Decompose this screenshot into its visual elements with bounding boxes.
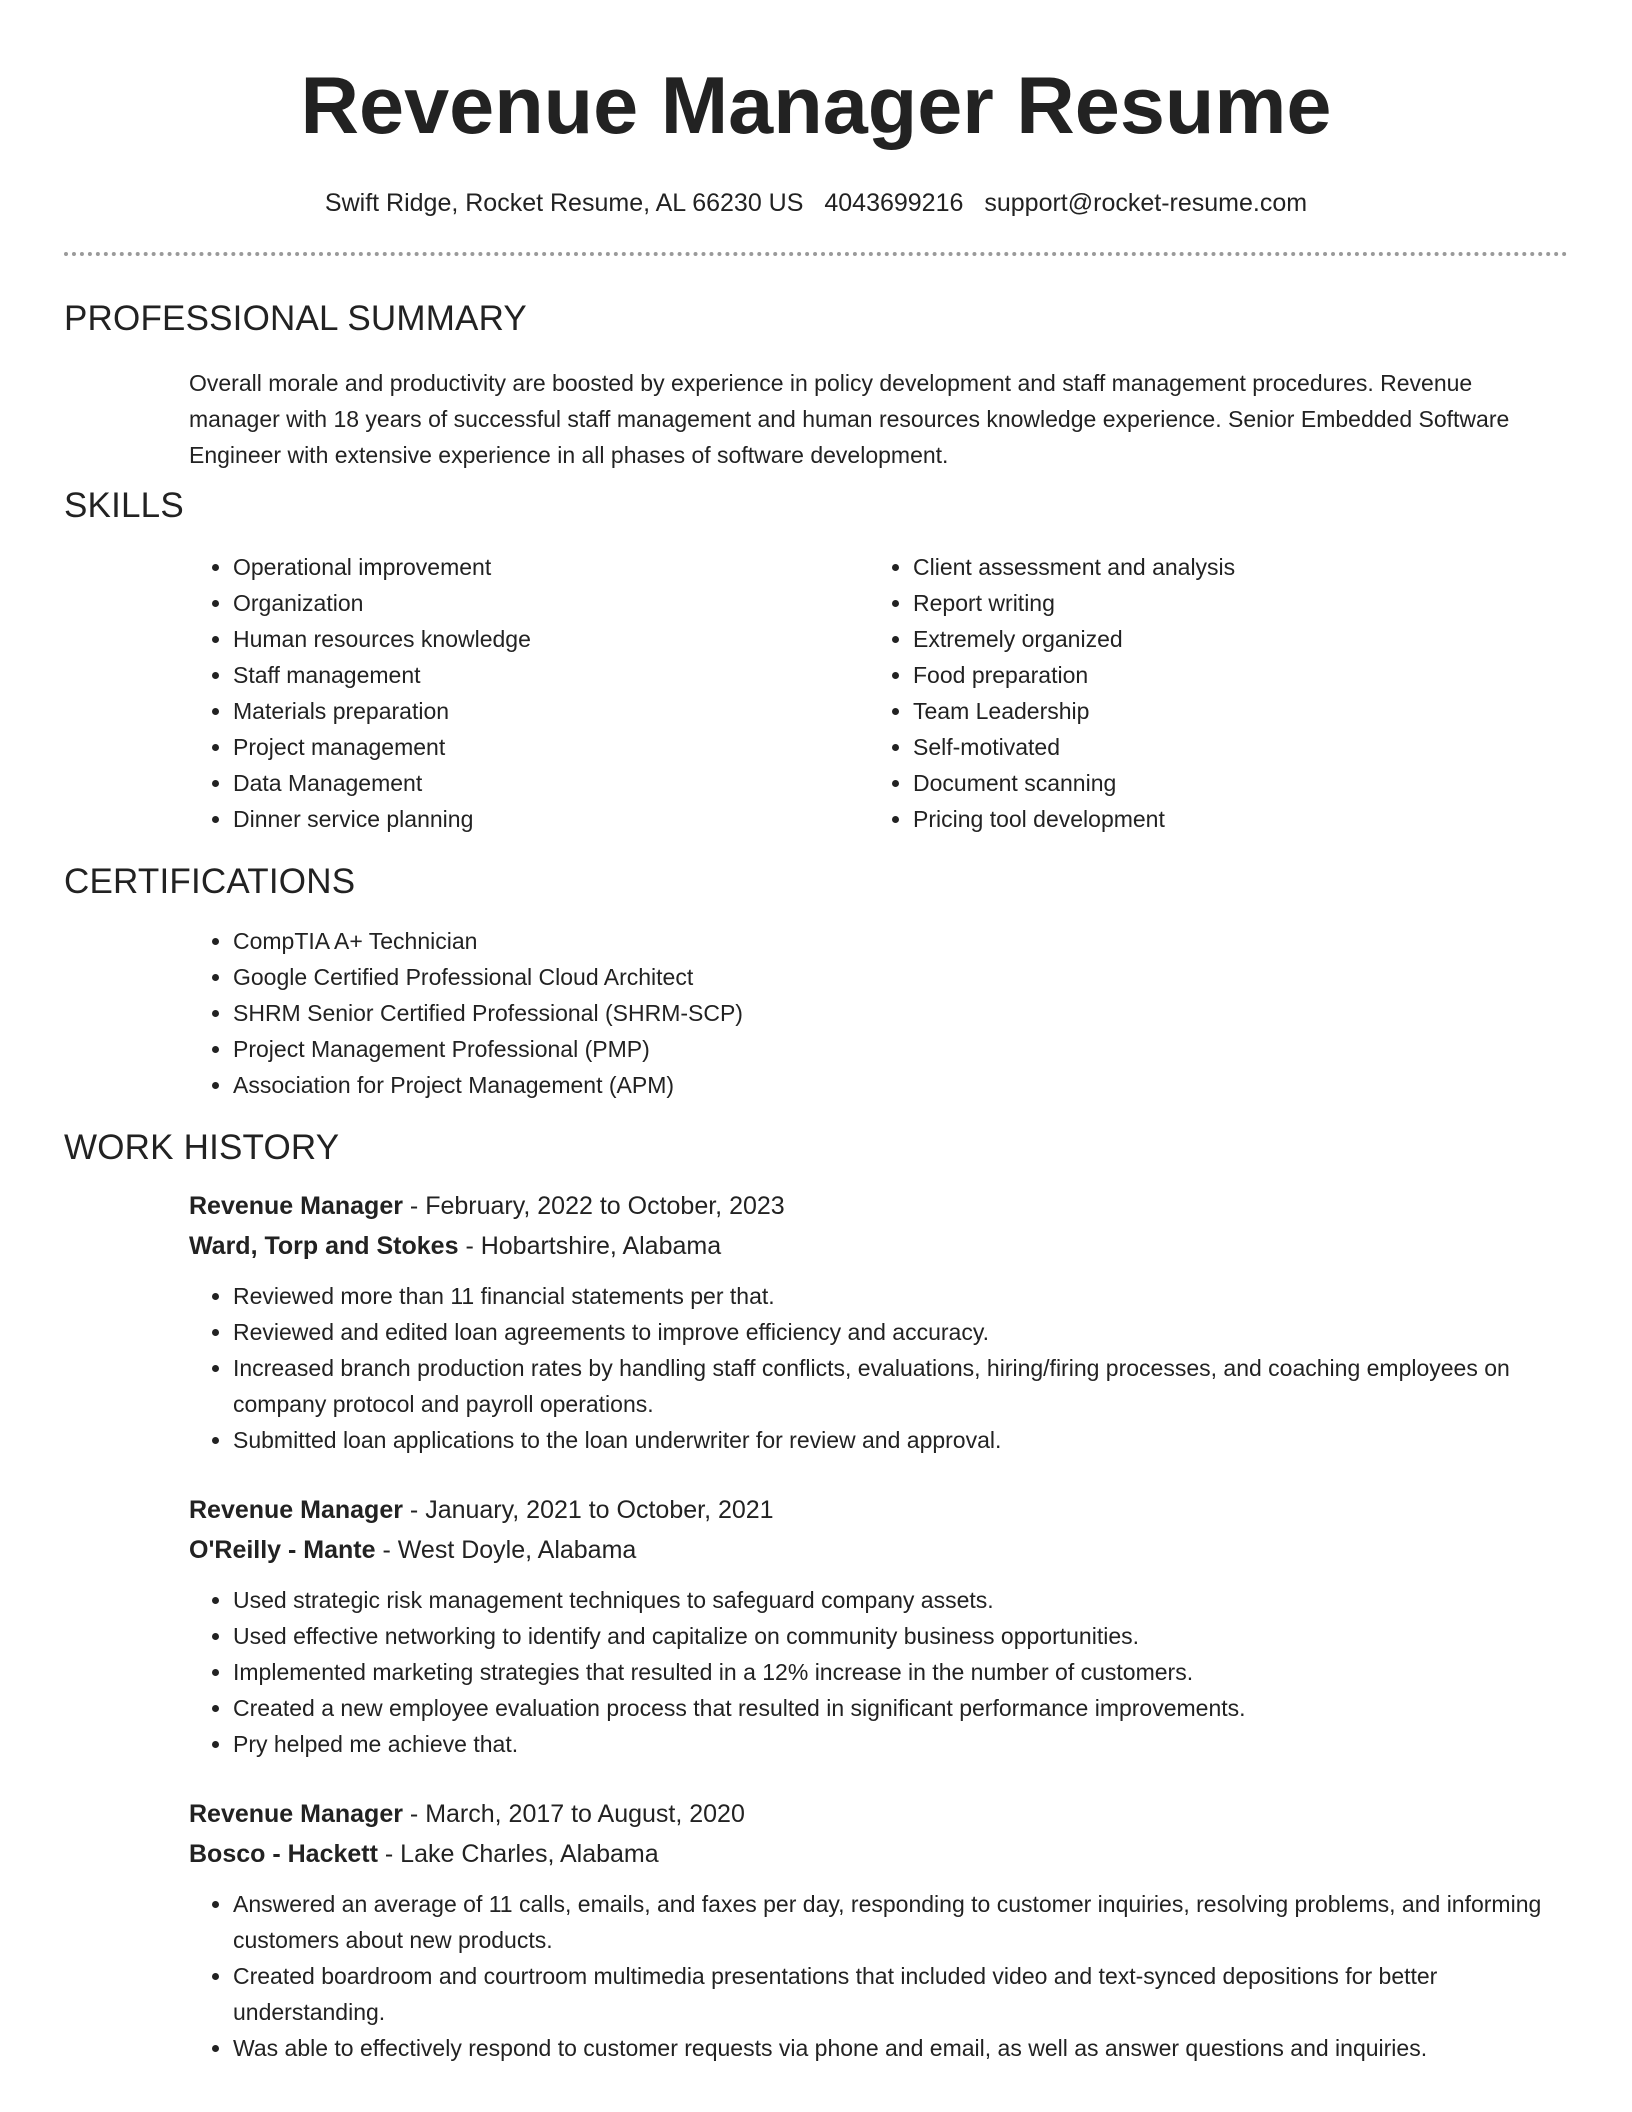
skill-item: • Extremely organized [913, 621, 1423, 657]
job-duty: • Was able to effectively respond to customer requests via phone and email, as well as answer questions and inquiries. [233, 2030, 1568, 2066]
job-company-line [189, 1226, 1568, 1266]
job-dates: - March, 2017 to August, 2020 [409, 1800, 745, 1828]
job-duty: • Answered an average of 11 calls, emails, and faxes per day, responding to customer inquiries, resolving problems, and informing customers about new products. [233, 1886, 1568, 1958]
certifications-section [64, 860, 1568, 1103]
skill-item: • Client assessment and analysis [913, 549, 1423, 585]
job-dates: - February, 2022 to October, 2023 [409, 1192, 785, 1220]
job-location: - Lake Charles, Alabama [384, 1840, 659, 1868]
job-duty: • Submitted loan applications to the loan underwriter for review and approval. [233, 1422, 1568, 1458]
resume-page [64, 0, 1568, 2066]
job-company: Bosco - Hackett [189, 1840, 378, 1868]
skill-item: • Human resources knowledge [233, 621, 743, 657]
skills-columns [64, 549, 1568, 837]
job-duties [64, 1886, 1568, 2066]
job-company-line [189, 1834, 1568, 1874]
skill-item: • Food preparation [913, 657, 1423, 693]
job-title: Revenue Manager [189, 1496, 403, 1524]
contact-address: Swift Ridge, Rocket Resume, AL 66230 US [324, 189, 804, 217]
certification-item: • SHRM Senior Certified Professional (SHRM-SCP) [233, 995, 1568, 1031]
work-history-heading: WORK HISTORY [64, 1128, 340, 1167]
job-entry [64, 1794, 1568, 2066]
resume-title: Revenue Manager Resume [300, 61, 1332, 151]
job-title-line [189, 1490, 1568, 1530]
job-duty: • Created boardroom and courtroom multimedia presentations that included video and text-synced depositions for better understanding. [233, 1958, 1568, 2030]
skill-item: • Self-motivated [913, 729, 1423, 765]
job-duty: • Used strategic risk management techniques to safeguard company assets. [233, 1582, 1568, 1618]
contact-email: support@rocket-resume.com [984, 189, 1308, 217]
summary-section [64, 297, 1568, 473]
skill-item: • Data Management [233, 765, 743, 801]
skill-item: • Team Leadership [913, 693, 1423, 729]
job-dates: - January, 2021 to October, 2021 [409, 1496, 774, 1524]
job-title: Revenue Manager [189, 1192, 403, 1220]
job-duty: • Created a new employee evaluation process that resulted in significant performance improvements. [233, 1690, 1568, 1726]
certification-item: • CompTIA A+ Technician [233, 923, 1568, 959]
contact-line [64, 187, 1568, 219]
job-title: Revenue Manager [189, 1800, 403, 1828]
skills-heading: SKILLS [64, 486, 184, 525]
skill-item: • Organization [233, 585, 743, 621]
skills-list-right [743, 549, 1423, 837]
job-title-line [189, 1794, 1568, 1834]
job-title-line [189, 1186, 1568, 1226]
job-company: Ward, Torp and Stokes [189, 1232, 459, 1260]
job-duty: • Reviewed more than 11 financial statements per that. [233, 1278, 1568, 1314]
skill-item: • Operational improvement [233, 549, 743, 585]
job-duties [64, 1278, 1568, 1458]
job-duties [64, 1582, 1568, 1762]
skill-item: • Dinner service planning [233, 801, 743, 837]
job-entry [64, 1186, 1568, 1458]
skill-item: • Materials preparation [233, 693, 743, 729]
work-history-section [64, 1126, 1568, 2066]
certification-item: • Google Certified Professional Cloud Architect [233, 959, 1568, 995]
certification-item: • Project Management Professional (PMP) [233, 1031, 1568, 1067]
contact-phone: 4043699216 [824, 189, 964, 217]
skill-item: • Report writing [913, 585, 1423, 621]
skill-item: • Pricing tool development [913, 801, 1423, 837]
job-duty: • Reviewed and edited loan agreements to improve efficiency and accuracy. [233, 1314, 1568, 1350]
job-entry [64, 1490, 1568, 1762]
certifications-heading: CERTIFICATIONS [64, 862, 356, 901]
skill-item: • Project management [233, 729, 743, 765]
skill-item: • Staff management [233, 657, 743, 693]
header-divider [64, 252, 1568, 256]
skills-section [64, 484, 1568, 837]
job-duty: • Increased branch production rates by handling staff conflicts, evaluations, hiring/firing processes, and coaching employees on company protocol and payroll operations. [233, 1350, 1568, 1422]
job-duty: • Used effective networking to identify and capitalize on community business opportunities. [233, 1618, 1568, 1654]
skill-item: • Document scanning [913, 765, 1423, 801]
certifications-list [64, 923, 1568, 1103]
certification-item: • Association for Project Management (APM) [233, 1067, 1568, 1103]
job-duty: • Implemented marketing strategies that resulted in a 12% increase in the number of customers. [233, 1654, 1568, 1690]
job-location: - Hobartshire, Alabama [465, 1232, 722, 1260]
summary-heading: PROFESSIONAL SUMMARY [64, 299, 527, 338]
job-duty: • Pry helped me achieve that. [233, 1726, 1568, 1762]
summary-text: Overall morale and productivity are boosted by experience in policy development and staff management procedures. Revenue manager with 18 years of successful staff management and human resources knowledge experience. Senior Embedded Software Engineer with extensive experience in all phases of software development. [189, 370, 1510, 468]
job-company-line [189, 1530, 1568, 1570]
skills-list-left [64, 549, 743, 837]
job-location: - West Doyle, Alabama [382, 1536, 637, 1564]
job-company: O'Reilly - Mante [189, 1536, 376, 1564]
